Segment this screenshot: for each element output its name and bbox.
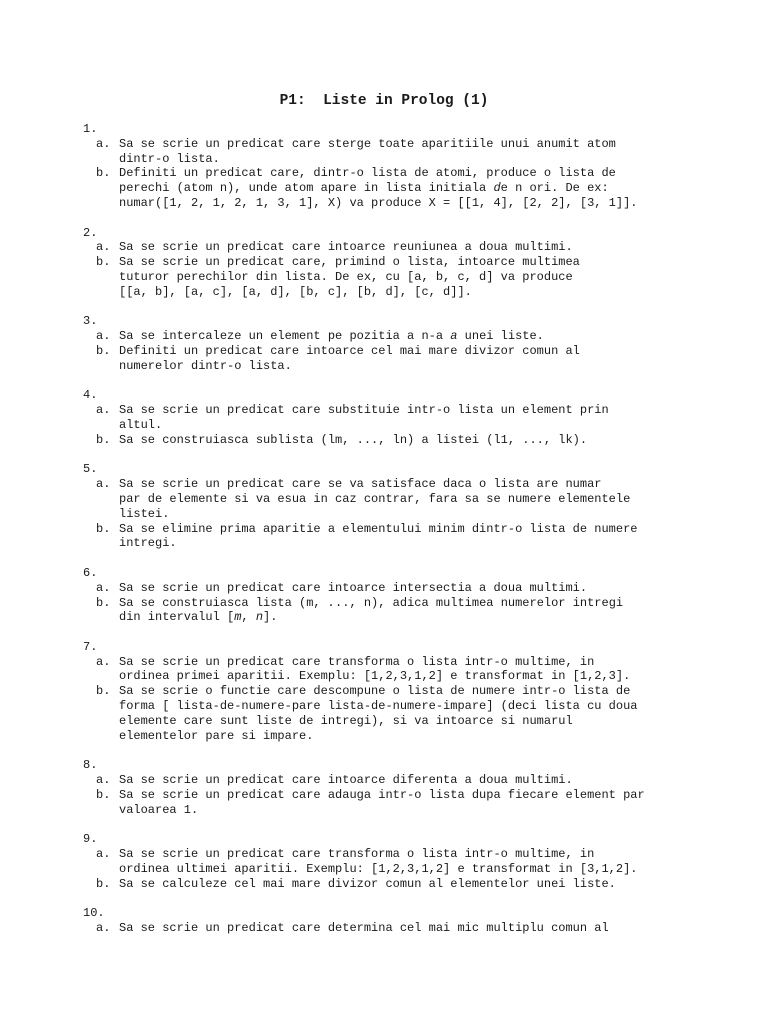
problem-item xyxy=(83,433,743,448)
problem-number: 6. xyxy=(83,565,98,580)
problem-7 xyxy=(83,640,743,744)
item-letter: a. xyxy=(96,240,111,255)
page-title: P1: Liste in Prolog (1) xyxy=(279,93,489,109)
problem-item xyxy=(83,877,743,892)
problem-number: 9. xyxy=(83,832,98,847)
item-letter: a. xyxy=(96,580,111,595)
item-text-line: forma [ lista-de-numere-pare lista-de-numere-impare] (deci lista cu doua xyxy=(119,699,638,714)
item-letter: b. xyxy=(96,255,111,270)
item-text-line: Sa se construiasca sublista (lm, ..., ln) a listei (l1, ..., lk). xyxy=(119,432,588,447)
problem-item xyxy=(83,773,743,788)
item-text-line: Sa se scrie un predicat care intoarce reuniunea a doua multimi. xyxy=(119,240,573,255)
item-text-line: Sa se elimine prima aparitie a elementului minim dintr-o lista de numere xyxy=(119,521,638,536)
problem-8 xyxy=(83,758,743,817)
problem-item xyxy=(83,596,743,626)
item-letter: a. xyxy=(96,329,111,344)
item-letter: a. xyxy=(96,773,111,788)
problem-4 xyxy=(83,388,743,447)
problem-6 xyxy=(83,566,743,625)
item-text-line: listei. xyxy=(119,506,170,521)
item-text-line: ordinea primei aparitii. Exemplu: [1,2,3,1,2] e transformat in [1,2,3]. xyxy=(119,669,631,684)
problem-2 xyxy=(83,226,743,300)
item-text-line: Sa se scrie un predicat care sterge toate aparitiile unui anumit atom xyxy=(119,136,616,151)
item-text-line: par de elemente si va esua in caz contrar, fara sa se numere elementele xyxy=(119,491,631,506)
item-text-line: intregi. xyxy=(119,536,177,551)
problem-number: 7. xyxy=(83,639,98,654)
item-letter: b. xyxy=(96,166,111,181)
problem-item xyxy=(83,255,743,299)
item-letter: b. xyxy=(96,595,111,610)
problem-item xyxy=(83,847,743,877)
problem-number: 4. xyxy=(83,388,98,403)
problem-item xyxy=(83,344,743,374)
item-text-line: altul. xyxy=(119,417,163,432)
problem-number: 3. xyxy=(83,314,98,329)
item-letter: b. xyxy=(96,684,111,699)
problem-9 xyxy=(83,832,743,891)
item-text-line: Sa se scrie un predicat care transforma o lista intr-o multime, in xyxy=(119,847,595,862)
item-text-line: [[a, b], [a, c], [a, d], [b, c], [b, d], [c, d]]. xyxy=(119,284,472,299)
item-text-line: numerelor dintr-o lista. xyxy=(119,358,292,373)
item-text-line: Sa se intercaleze un element pe pozitia a n-a a unei liste. xyxy=(119,329,544,344)
problem-list xyxy=(83,122,743,951)
item-letter: a. xyxy=(96,403,111,418)
problem-1 xyxy=(83,122,743,211)
item-text-line: elementelor pare si impare. xyxy=(119,728,314,743)
problem-3 xyxy=(83,314,743,373)
item-letter: a. xyxy=(96,921,111,936)
problem-item xyxy=(83,329,743,344)
item-text-line: Sa se construiasca lista (m, ..., n), adica multimea numerelor intregi xyxy=(119,595,624,610)
problem-item xyxy=(83,921,743,936)
problem-item xyxy=(83,522,743,552)
item-text-line: Definiti un predicat care intoarce cel mai mare divizor comun al xyxy=(119,343,580,358)
item-text-line: Sa se scrie un predicat care substituie intr-o lista un element prin xyxy=(119,403,609,418)
item-text-line: Sa se scrie un predicat care determina cel mai mic multiplu comun al xyxy=(119,921,609,936)
problem-5 xyxy=(83,462,743,551)
item-letter: a. xyxy=(96,477,111,492)
item-letter: b. xyxy=(96,787,111,802)
item-text-line: elemente care sunt liste de intregi), si va intoarce si numarul xyxy=(119,713,573,728)
item-letter: b. xyxy=(96,876,111,891)
problem-item xyxy=(83,684,743,743)
problem-item xyxy=(83,166,743,210)
item-text-line: tuturor perechilor din lista. De ex, cu [a, b, c, d] va produce xyxy=(119,269,573,284)
item-text-line: Sa se calculeze cel mai mare divizor comun al elementelor unei liste. xyxy=(119,876,616,891)
item-letter: a. xyxy=(96,847,111,862)
item-text-line: Sa se scrie o functie care descompune o lista de numere intr-o lista de xyxy=(119,684,631,699)
item-text-line: din intervalul [m, n]. xyxy=(119,610,278,625)
item-text-line: numar([1, 2, 1, 2, 1, 3, 1], X) va produce X = [[1, 4], [2, 2], [3, 1]]. xyxy=(119,195,638,210)
item-letter: b. xyxy=(96,432,111,447)
item-text-line: ordinea ultimei aparitii. Exemplu: [1,2,3,1,2] e transformat in [3,1,2]. xyxy=(119,861,638,876)
item-letter: a. xyxy=(96,654,111,669)
problem-item xyxy=(83,581,743,596)
problem-item xyxy=(83,477,743,521)
item-text-line: Sa se scrie un predicat care, primind o lista, intoarce multimea xyxy=(119,255,580,270)
problem-number: 1. xyxy=(83,122,98,136)
problem-item xyxy=(83,137,743,167)
item-text-line: Sa se scrie un predicat care transforma o lista intr-o multime, in xyxy=(119,654,595,669)
item-text-line: Sa se scrie un predicat care se va satisface daca o lista are numar xyxy=(119,477,602,492)
problem-item xyxy=(83,240,743,255)
problem-number: 10. xyxy=(83,906,105,921)
item-letter: b. xyxy=(96,521,111,536)
problem-item xyxy=(83,655,743,685)
problem-10 xyxy=(83,906,743,936)
item-text-line: perechi (atom n), unde atom apare in lista initiala de n ori. De ex: xyxy=(119,181,609,196)
item-letter: a. xyxy=(96,136,111,151)
problem-number: 2. xyxy=(83,225,98,240)
problem-number: 5. xyxy=(83,462,98,477)
problem-item xyxy=(83,788,743,818)
item-text-line: Sa se scrie un predicat care adauga intr-o lista dupa fiecare element par xyxy=(119,787,645,802)
item-letter: b. xyxy=(96,343,111,358)
item-text-line: dintr-o lista. xyxy=(119,151,220,166)
item-text-line: Sa se scrie un predicat care intoarce intersectia a doua multimi. xyxy=(119,580,588,595)
problem-item xyxy=(83,403,743,433)
problem-number: 8. xyxy=(83,758,98,773)
item-text-line: valoarea 1. xyxy=(119,802,199,817)
item-text-line: Sa se scrie un predicat care intoarce diferenta a doua multimi. xyxy=(119,773,573,788)
item-text-line: Definiti un predicat care, dintr-o lista de atomi, produce o lista de xyxy=(119,166,616,181)
